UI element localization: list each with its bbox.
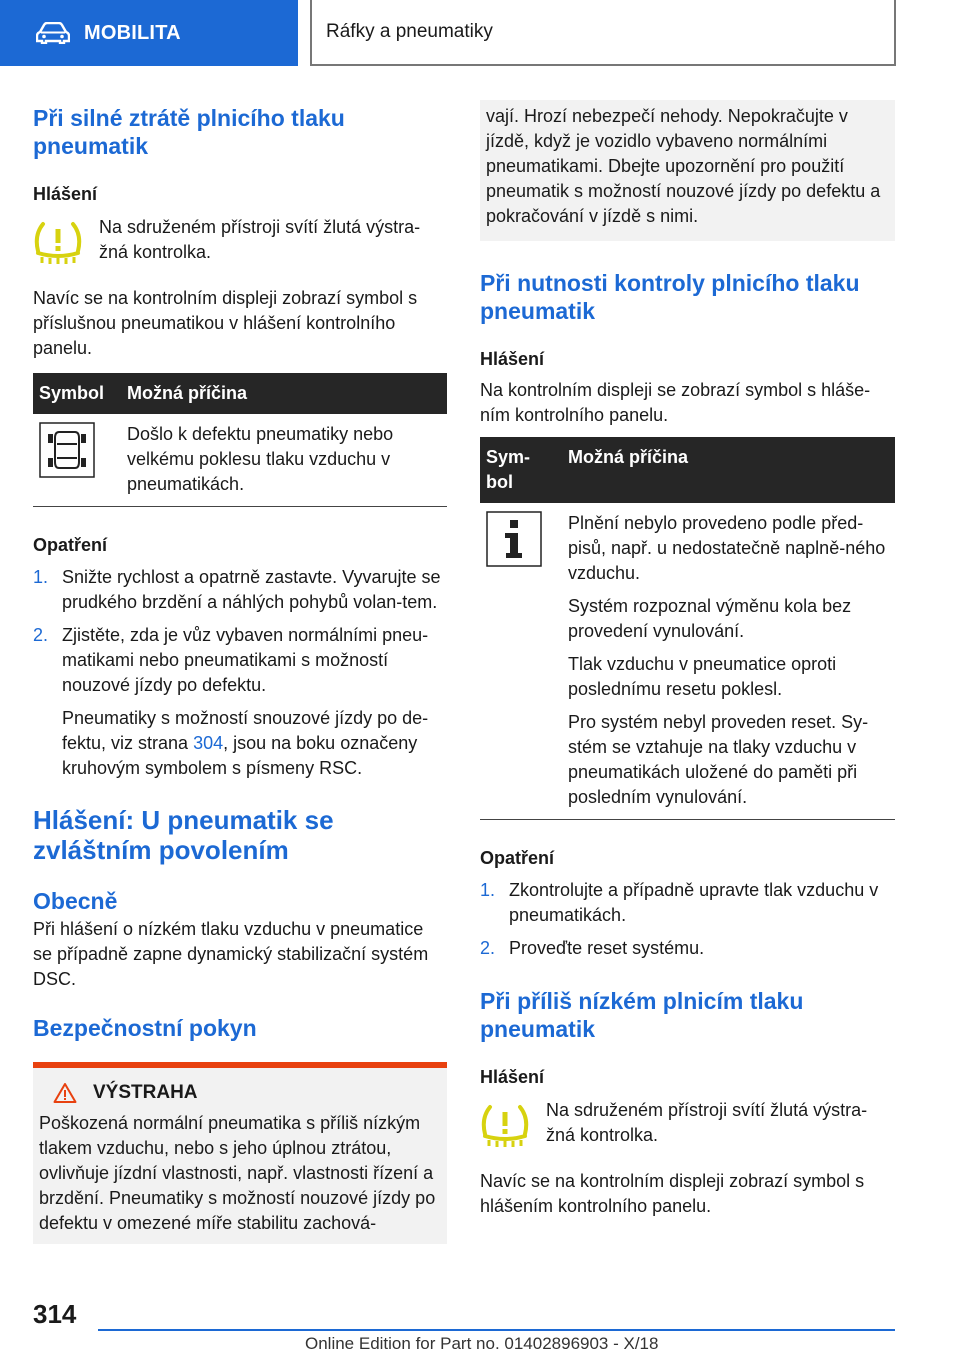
tire-defect-icon <box>39 422 95 478</box>
message-row <box>33 215 447 272</box>
tire-pressure-warning-icon <box>33 221 83 265</box>
message-text: Na sdruženém přístroji svítí žlutá výstra-žná kontrolka. <box>546 1100 868 1145</box>
step-text: Zjistěte, zda je vůz vybaven normálními pneu-matikami nebo pneumatikami s možností nouzové jízdy po defektu. <box>62 625 429 695</box>
message-label: Hlášení <box>480 1067 545 1087</box>
warning-triangle-icon <box>53 1082 77 1104</box>
steps-list <box>33 565 447 781</box>
message-row <box>480 1098 895 1155</box>
list-item <box>480 878 895 928</box>
warning-text-cont: vají. Hrozí nebezpečí nehody. Nepokračujte v jízdě, když je vozidlo vybaveno normálními pneumatikami. Dbejte upozornění pro použití pneumatik s možností nouzové jízdy po defektu a pokračování v jízdě s nimi. <box>486 106 881 226</box>
car-icon <box>36 22 70 44</box>
warning-box-continued <box>480 100 895 241</box>
list-item <box>480 936 895 961</box>
footer-edition: Online Edition for Part no. 01402896903 - X/18 <box>305 1334 659 1353</box>
heading-check-pressure: Při nutnosti kontroly plnicího tlaku pneumatik <box>480 270 860 324</box>
step-number: 1. <box>33 567 49 587</box>
table-row <box>480 503 895 820</box>
right-column <box>480 100 895 1219</box>
header-divider <box>298 0 312 66</box>
heading-general: Obecně <box>33 888 118 914</box>
step-number: 2. <box>480 938 496 958</box>
step-text: Zkontrolujte a případně upravte tlak vzduchu v pneumatikách. <box>509 880 879 925</box>
heading-safety: Bezpečnostní pokyn <box>33 1015 257 1041</box>
heading-strong-pressure-loss: Při silné ztrátě plnicího tlaku pneumatik <box>33 105 345 159</box>
steps-list <box>480 878 895 961</box>
table-header-symbol: Symbol <box>33 373 121 414</box>
step-number: 1. <box>480 880 496 900</box>
extra-text: Navíc se na kontrolním displeji zobrazí symbol s hlášením kontrolního panelu. <box>480 1171 865 1216</box>
symbol-table <box>480 437 895 820</box>
table-row <box>33 414 447 507</box>
message-label: Hlášení <box>480 349 545 369</box>
footer-rule <box>98 1329 895 1331</box>
tire-pressure-warning-icon <box>480 1104 530 1148</box>
symbol-table <box>33 373 447 507</box>
heading-too-low-pressure: Při příliš nízkém plnicím tlaku pneumatik <box>480 988 804 1042</box>
section-label: MOBILITA <box>84 21 181 44</box>
chapter-header <box>312 0 896 66</box>
warning-title: VÝSTRAHA <box>93 1082 198 1103</box>
action-label: Opatření <box>33 535 108 555</box>
step-number: 2. <box>33 625 49 645</box>
heading-special-approval: Hlášení: U pneumatik se zvláštním povolením <box>33 805 334 865</box>
warning-box <box>33 1062 447 1244</box>
message-text: Na kontrolním displeji se zobrazí symbol s hláše-ním kontrolního panelu. <box>480 380 871 425</box>
left-column <box>33 100 447 1244</box>
warning-text: Poškozená normální pneumatika s příliš nízkým tlakem vzduchu, nebo s jeho úplnou ztrátou, ovlivňuje jízdní vlastnosti, např. vlastnosti řízení a brzdění. Pneumatiky s možností nouzové jízdy po defektu v omezené míře stabilitu zachová- <box>39 1113 436 1233</box>
cause-text: Tlak vzduchu v pneumatice oproti poslednímu resetu poklesl. <box>568 654 837 699</box>
step-text: Snižte rychlost a opatrně zastavte. Vyvarujte se prudkého brzdění a náhlých pohybů volan-tem. <box>62 567 441 612</box>
section-tab[interactable] <box>0 0 298 66</box>
table-header-cause: Možná příčina <box>121 373 447 414</box>
list-item <box>33 565 447 615</box>
cause-text: Pro systém nebyl proveden reset. Sy-stém se vztahuje na tlaky vzduchu v pneumatikách uložené do paměti při posledním vynulování. <box>568 712 869 807</box>
cause-text: Systém rozpoznal výměnu kola bez provedení vynulování. <box>568 596 852 641</box>
action-label: Opatření <box>480 848 555 868</box>
table-header-cause: Možná příčina <box>562 437 895 503</box>
cause-text: Plnění nebylo provedeno podle před-pisů, např. u nedostatečně naplně-ného vzduchu. <box>568 513 886 583</box>
step-note: Pneumatiky s možností snouzové jízdy po de-fektu, viz strana 304, jsou na boku označeny kruhovým symbolem s písmeny RSC. <box>62 708 429 778</box>
page-link[interactable]: 304 <box>193 733 224 753</box>
general-text: Při hlášení o nízkém tlaku vzduchu v pneumatice se případně zapne dynamický stabilizační systém DSC. <box>33 919 429 989</box>
table-header-symbol: Sym-bol <box>480 437 562 503</box>
message-text: Na sdruženém přístroji svítí žlutá výstra-žná kontrolka. <box>99 217 421 262</box>
chapter-title: Ráfky a pneumatiky <box>326 21 493 42</box>
step-text: Proveďte reset systému. <box>509 938 705 958</box>
info-icon <box>486 511 542 567</box>
message-label: Hlášení <box>33 184 98 204</box>
page-number: 314 <box>33 1299 77 1329</box>
table-cell-cause: Došlo k defektu pneumatiky nebo velkému poklesu tlaku vzduchu v pneumatikách. <box>121 414 447 507</box>
extra-text: Navíc se na kontrolním displeji zobrazí symbol s příslušnou pneumatikou v hlášení kontrolního panelu. <box>33 288 418 358</box>
list-item <box>33 623 447 781</box>
